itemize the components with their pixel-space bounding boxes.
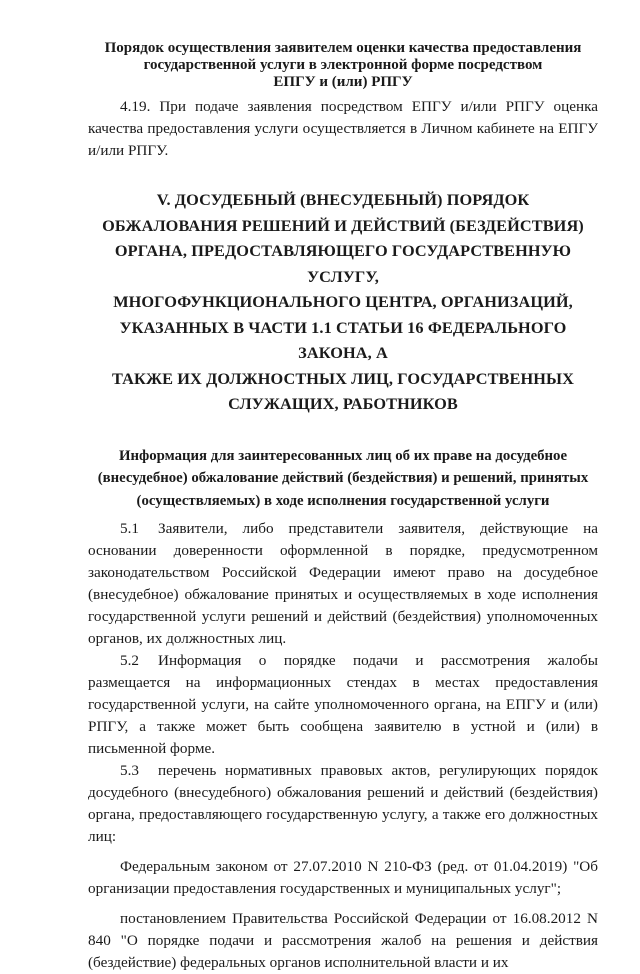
chapter-title-line: ТАКЖЕ ИХ ДОЛЖНОСТНЫХ ЛИЦ, ГОСУДАРСТВЕННЫХ <box>112 368 574 388</box>
chapter-title-line: СЛУЖАЩИХ, РАБОТНИКОВ <box>228 394 458 413</box>
paragraph-text: перечень нормативных правовых актов, регулирующих порядок досудебного (внесудебного) обжалования решений и действий (бездействия) органа, предоставляющего государственную услугу, а также его должностных лиц: <box>88 762 598 845</box>
paragraph-5-2 <box>88 650 598 760</box>
chapter-title-line: ОБЖАЛОВАНИЯ РЕШЕНИЙ И ДЕЙСТВИЙ (БЕЗДЕЙСТВИЯ) <box>102 215 584 235</box>
paragraph-text: Заявители, либо представители заявителя, действующие на основании доверенности оформленной в порядке, предусмотренном законодательством Российской Федерации имеют право на досудебное (внесудебное) обжалование принятых и осуществляемых в ходе исполнения государственной услуги решений и действий (бездействия) уполномоченных органов, их должностных лиц. <box>88 520 598 647</box>
chapter-title-line: V. ДОСУДЕБНЫЙ (ВНЕСУДЕБНЫЙ) ПОРЯДОК <box>156 190 530 209</box>
paragraph-number: 5.2 <box>120 652 139 669</box>
paragraph-4-19: 4.19. При подаче заявления посредством ЕПГУ и/или РПГУ оценка качества предоставления услуги осуществляется в Личном кабинете на ЕПГУ и/или РПГУ. <box>88 98 598 159</box>
chapter-title-line: ОРГАНА, ПРЕДОСТАВЛЯЮЩЕГО ГОСУДАРСТВЕННУЮ УСЛУГУ, <box>114 241 572 286</box>
info-heading-line: (осуществляемых) в ходе исполнения государственной услуги <box>136 492 550 509</box>
paragraph-law-210: Федеральным законом от 27.07.2010 N 210-ФЗ (ред. от 01.04.2019) "Об организации предоставления государственных и муниципальных услуг"; <box>88 858 598 897</box>
section-heading-line: Порядок осуществления заявителем оценки качества предоставления <box>104 40 582 56</box>
info-heading-line: (внесудебное) обжалование действий (бездействия) и решений, принятых <box>97 470 589 486</box>
paragraph-number: 5.3 <box>120 762 139 779</box>
chapter-title <box>88 187 598 417</box>
paragraph-5-3 <box>88 760 598 848</box>
section-heading <box>88 40 598 91</box>
section-heading-line: ЕПГУ и (или) РПГУ <box>273 74 413 90</box>
paragraph-text: Информация о порядке подачи и рассмотрения жалобы размещается на информационных стендах в местах предоставления государственной услуги, на сайте уполномоченного органа, на ЕПГУ и (или) РПГУ, а также может быть сообщена заявителю в устной и (или) в письменной форме. <box>88 652 598 757</box>
paragraph-number: 5.1 <box>120 520 139 537</box>
document-page <box>88 40 598 974</box>
paragraph-5-1 <box>88 518 598 650</box>
info-heading-line: Информация для заинтересованных лиц об их праве на досудебное <box>118 447 568 464</box>
chapter-title-line: УКАЗАННЫХ В ЧАСТИ 1.1 СТАТЬИ 16 ФЕДЕРАЛЬНОГО ЗАКОНА, А <box>119 317 567 362</box>
chapter-title-line: МНОГОФУНКЦИОНАЛЬНОГО ЦЕНТРА, ОРГАНИЗАЦИЙ, <box>113 292 573 311</box>
paragraph-resolution-840: постановлением Правительства Российской Федерации от 16.08.2012 N 840 "О порядке подачи и рассмотрения жалоб на решения и действия (бездействие) федеральных органов исполнительной власти и их <box>88 910 598 971</box>
section-heading-line: государственной услуги в электронной форме посредством <box>143 57 543 73</box>
info-heading <box>88 445 598 513</box>
